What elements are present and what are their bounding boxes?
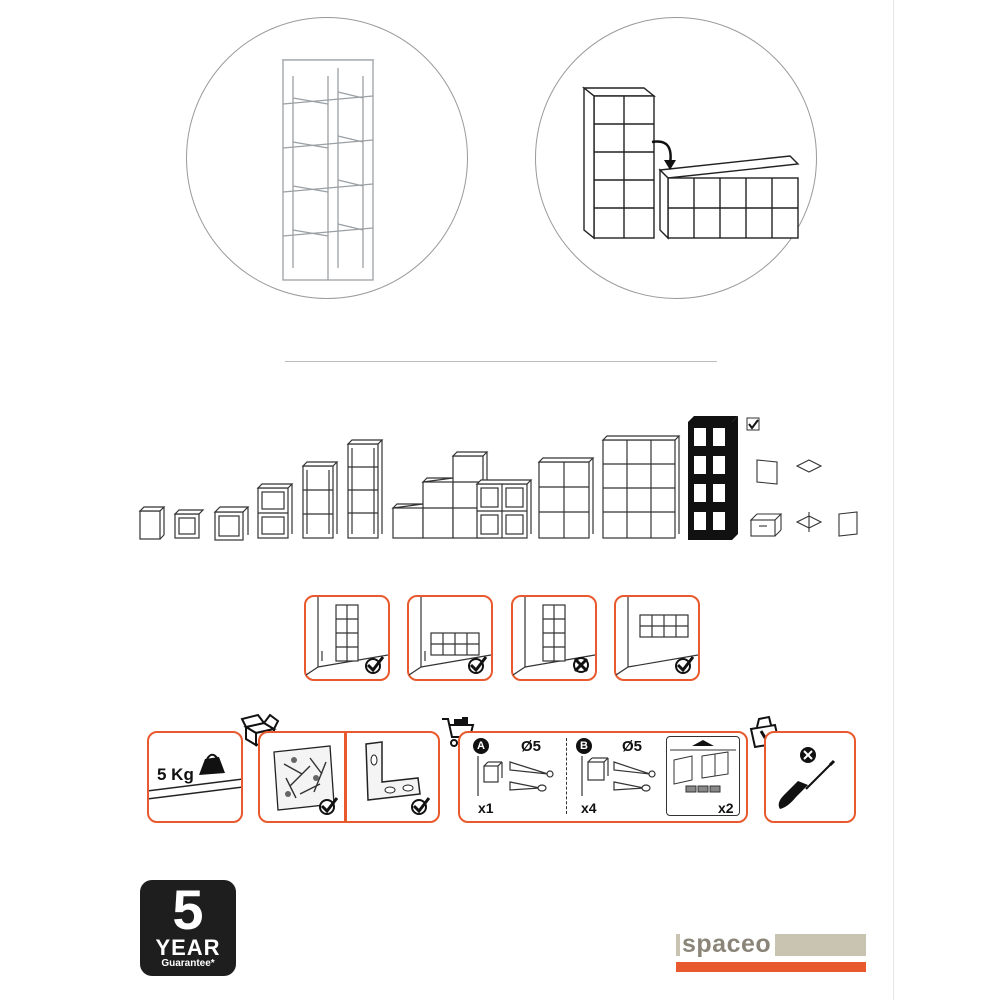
config-6 xyxy=(348,440,382,538)
wall-fix-option-4 xyxy=(614,595,700,681)
config-7 xyxy=(393,452,487,538)
fixing-a-illustration xyxy=(470,756,565,802)
section-divider xyxy=(285,361,717,362)
max-load-box xyxy=(147,731,243,823)
config-9 xyxy=(539,458,593,538)
drawer-accessory xyxy=(751,514,781,536)
guarantee-badge xyxy=(140,880,236,976)
orientation-illustration xyxy=(536,18,816,298)
hardware-divider xyxy=(344,733,347,821)
cross-icon xyxy=(571,655,591,675)
fixing-b-illustration xyxy=(574,756,664,802)
fixing-b-diameter: Ø5 xyxy=(622,738,643,755)
screwdriver-icon xyxy=(766,733,854,821)
config-8 xyxy=(477,480,531,538)
check-icon xyxy=(318,796,338,816)
panel-accessory xyxy=(839,512,857,536)
config-2 xyxy=(175,510,203,538)
weight-icon xyxy=(149,733,241,821)
tall-shelf-illustration xyxy=(187,18,467,298)
guarantee-number: 5 xyxy=(172,878,204,941)
fixing-a-quantity: x1 xyxy=(478,800,494,816)
weight-label: 5 Kg xyxy=(157,765,194,784)
wall-plug-illustration xyxy=(668,738,738,800)
config-11-selected xyxy=(688,416,738,540)
configurations-row xyxy=(135,412,875,547)
fixing-b-quantity: x4 xyxy=(581,800,597,816)
config-1 xyxy=(140,507,164,539)
check-icon xyxy=(467,655,487,675)
fixing-a-diameter: Ø5 xyxy=(521,738,542,755)
check-icon xyxy=(747,418,759,430)
door-accessory xyxy=(757,460,777,484)
guarantee-unit: YEAR xyxy=(155,935,221,960)
check-icon xyxy=(364,655,384,675)
divider-accessory xyxy=(797,512,821,532)
fixings-divider xyxy=(566,738,567,814)
wall-fix-option-2 xyxy=(407,595,493,681)
fixing-a-marker: A xyxy=(473,738,489,754)
wall-fix-option-3 xyxy=(511,595,597,681)
shelf-accessory xyxy=(797,460,821,472)
check-icon xyxy=(410,796,430,816)
fixing-c-quantity: x2 xyxy=(718,800,734,816)
check-icon xyxy=(674,655,694,675)
brand-logo xyxy=(676,930,866,972)
fixing-b-marker: B xyxy=(576,738,592,754)
page-edge-line xyxy=(893,0,894,1000)
wall-fix-option-1 xyxy=(304,595,390,681)
brand-stripe xyxy=(676,962,866,972)
config-4 xyxy=(258,484,292,538)
tools-box xyxy=(764,731,856,823)
guarantee-text: Guarantee* xyxy=(161,958,215,969)
config-10 xyxy=(603,436,679,538)
config-3 xyxy=(215,507,248,540)
config-5 xyxy=(303,462,337,538)
orientation-circle xyxy=(535,17,817,299)
brand-name: spaceo xyxy=(680,930,775,958)
product-view-circle xyxy=(186,17,468,299)
